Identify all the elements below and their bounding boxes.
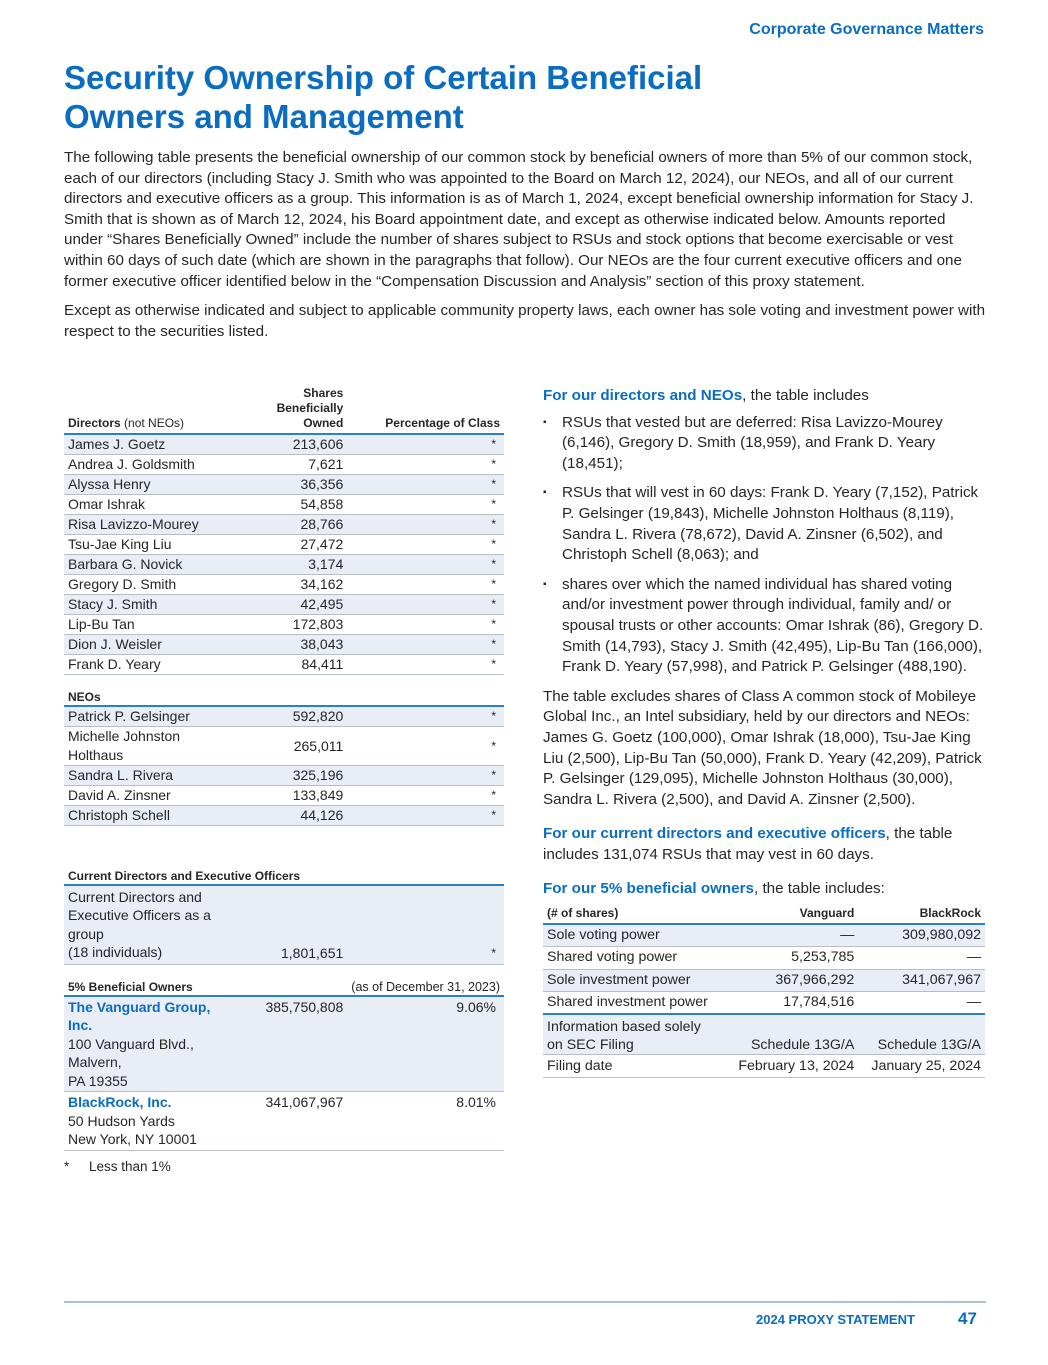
- footer-divider: [64, 1301, 986, 1303]
- table-row: [64, 996, 504, 1092]
- shares-owned: 84,411: [237, 655, 347, 675]
- row-label: Shared investment power: [543, 992, 725, 1015]
- shares-owned: 325,196: [237, 766, 347, 786]
- excludes-note: The table excludes shares of Class A common stock of Mobileye Global Inc., an Intel subsidiary, held by our directors and NEOs: James G. Goetz (100,000), Omar Ishrak (18,000), Tsu-Jae King Liu (2,500), Lip-Bu Tan (50,000), Frank D. Yeary (42,209), Patrick P. Gelsinger (129,095), Michelle Johnston Holthaus (30,000), Sandra L. Rivera (2,500), and David A. Zinsner (2,500).: [543, 687, 982, 808]
- table-row: [64, 655, 504, 675]
- percentage-of-class: *: [347, 475, 504, 495]
- percentage-header: Percentage of Class: [347, 386, 504, 434]
- footer-label: 2024 PROXY STATEMENT: [756, 1312, 915, 1327]
- bullet-item: ▪ RSUs that will vest in 60 days: Frank D. Yeary (7,152), Patrick P. Gelsinger (19,843), Michelle Johnston Holthaus (8,119), Sandra L. Rivera (78,672), David A. Zinsner (6,502), and Christoph Schell (8,063); and: [543, 483, 985, 565]
- blackrock-value: Schedule 13G/A: [858, 1014, 985, 1055]
- blackrock-value: —: [858, 947, 985, 970]
- person-name: Patrick P. Gelsinger: [64, 706, 237, 727]
- table-row: [543, 924, 985, 947]
- person-name: Alyssa Henry: [64, 475, 237, 495]
- five-pct-asof: (as of December 31, 2023): [347, 964, 504, 996]
- vanguard-value: 17,784,516: [725, 992, 858, 1015]
- owner-shares: 341,067,967: [237, 1092, 347, 1151]
- ownership-table-column: [64, 386, 504, 1174]
- shares-owned: 265,011: [237, 727, 347, 766]
- table-row: [64, 766, 504, 786]
- person-name: David A. Zinsner: [64, 786, 237, 806]
- intro-paragraph: The following table presents the beneficial ownership of our common stock by beneficial owners of more than 5% of our common stock, each of our directors (including Stacy J. Smith who was appointed to the Board on March 12, 2024), our NEOs, and all of our current directors and executive officers as a group. This information is as of March 1, 2024, except beneficial ownership information for Stacy J. Smith that is shown as of March 12, 2024, his Board appointment date, and except as otherwise indicated below. Amounts reported under “Shares Beneficially Owned” include the number of shares subject to RSUs and stock options that become exercisable or vest within 60 days of such date (which are shown in the paragraphs that follow). Our NEOs are the four current executive officers and one former executive officer identified below in the “Compensation Discussion and Analysis” section of this proxy statement.: [64, 149, 974, 290]
- footnote-text: Less than 1%: [89, 1158, 171, 1174]
- owner-address: 50 Hudson Yards: [68, 1112, 175, 1129]
- vanguard-value: February 13, 2024: [725, 1055, 858, 1078]
- percentage-of-class: *: [347, 786, 504, 806]
- lead-text: For our directors and NEOs: [543, 387, 743, 404]
- table-row: [64, 455, 504, 475]
- table-row: [64, 434, 504, 455]
- body-text: , the table includes:: [754, 880, 885, 898]
- person-name: Frank D. Yeary: [64, 655, 237, 675]
- five-pct-note: [543, 879, 985, 900]
- group-label: Executive Officers as a group: [68, 907, 211, 942]
- ownership-table: [64, 386, 504, 1151]
- percentage-of-class: *: [347, 495, 504, 515]
- shares-owned: 54,858: [237, 495, 347, 515]
- table-row: [64, 595, 504, 615]
- shares-owned: 592,820: [237, 706, 347, 727]
- table-row: [543, 992, 985, 1015]
- percentage-of-class: *: [347, 655, 504, 675]
- person-name: Omar Ishrak: [64, 495, 237, 515]
- group-pct: *: [347, 885, 504, 965]
- row-label: on SEC Filing: [547, 1037, 634, 1054]
- blackrock-value: 341,067,967: [858, 969, 985, 992]
- vanguard-header: Vanguard: [725, 906, 858, 924]
- percentage-of-class: *: [347, 727, 504, 766]
- shares-owned: 7,621: [237, 455, 347, 475]
- current-note: [543, 824, 985, 865]
- blackrock-value: January 25, 2024: [858, 1055, 985, 1078]
- owner-shares: 385,750,808: [237, 996, 347, 1092]
- blackrock-value: 309,980,092: [858, 924, 985, 947]
- percentage-of-class: *: [347, 635, 504, 655]
- section-tag: Corporate Governance Matters: [749, 21, 984, 38]
- shares-header: Shares Beneficially Owned: [237, 386, 347, 434]
- shares-owned: 42,495: [237, 595, 347, 615]
- table-row: [64, 495, 504, 515]
- person-name: Tsu-Jae King Liu: [64, 535, 237, 555]
- row-label: Sole voting power: [543, 924, 725, 947]
- table-row: [64, 727, 504, 766]
- person-name: Lip-Bu Tan: [64, 615, 237, 635]
- table-row: [64, 535, 504, 555]
- table-row: [64, 635, 504, 655]
- table-row: [543, 947, 985, 970]
- person-name: Christoph Schell: [64, 806, 237, 826]
- person-name: Michelle Johnston Holthaus: [64, 727, 237, 766]
- percentage-of-class: *: [347, 766, 504, 786]
- owner-pct: 8.01%: [347, 1092, 504, 1151]
- percentage-of-class: *: [347, 455, 504, 475]
- shares-owned: 27,472: [237, 535, 347, 555]
- owner-name: BlackRock, Inc.: [68, 1094, 172, 1110]
- table-row: [64, 786, 504, 806]
- table-row: [543, 969, 985, 992]
- notes-column: [543, 386, 985, 1078]
- blackrock-value: —: [858, 992, 985, 1015]
- percentage-of-class: *: [347, 595, 504, 615]
- person-name: Gregory D. Smith: [64, 575, 237, 595]
- owner-name: The Vanguard Group, Inc.: [68, 998, 211, 1033]
- owner-pct: 9.06%: [347, 996, 504, 1092]
- table-row: [64, 806, 504, 826]
- percentage-of-class: *: [347, 575, 504, 595]
- shares-owned: 172,803: [237, 615, 347, 635]
- table-row: [64, 615, 504, 635]
- table-row: [64, 706, 504, 727]
- lead-text: For our 5% beneficial owners: [543, 880, 754, 898]
- table-row: [64, 575, 504, 595]
- table-row: [64, 885, 504, 965]
- footnote-mark: *: [64, 1158, 70, 1174]
- shares-owned: 36,356: [237, 475, 347, 495]
- percentage-of-class: *: [347, 615, 504, 635]
- lead-text: For our current directors and executive officers: [543, 825, 886, 843]
- group-label: (18 individuals): [68, 944, 163, 960]
- row-label: Shared voting power: [543, 947, 725, 970]
- footnote: [64, 1159, 504, 1174]
- person-name: Sandra L. Rivera: [64, 766, 237, 786]
- percentage-of-class: *: [347, 806, 504, 826]
- bullet-item: ▪ RSUs that vested but are deferred: Risa Lavizzo-Mourey (6,146), Gregory D. Smith (18,959), and Frank D. Yeary (18,451);: [543, 413, 985, 475]
- shares-owned: 28,766: [237, 515, 347, 535]
- person-name: Barbara G. Novick: [64, 555, 237, 575]
- body-text: , the table includes 131,074 RSUs that may vest in 60 days.: [543, 825, 953, 863]
- shares-owned: 34,162: [237, 575, 347, 595]
- table-row: [543, 1055, 985, 1078]
- person-name: Dion J. Weisler: [64, 635, 237, 655]
- row-label: Information based solely: [547, 1019, 701, 1036]
- table-row: [64, 555, 504, 575]
- row-label: Filing date: [543, 1055, 725, 1078]
- shares-owned: 3,174: [237, 555, 347, 575]
- shares-owned: 38,043: [237, 635, 347, 655]
- vanguard-value: 5,253,785: [725, 947, 858, 970]
- table-row: [64, 475, 504, 495]
- directors-header: Directors (not NEOs): [64, 386, 237, 434]
- page-title: Security Ownership of Certain Beneficial Owners and Management: [64, 59, 703, 135]
- neos-heading: NEOs: [64, 675, 504, 707]
- five-pct-table: [543, 906, 985, 1078]
- shares-owned: 44,126: [237, 806, 347, 826]
- table-row: [64, 515, 504, 535]
- table-row: [543, 1014, 985, 1055]
- table-row: [64, 1092, 504, 1151]
- blackrock-header: BlackRock: [858, 906, 985, 924]
- percentage-of-class: *: [347, 535, 504, 555]
- intro-paragraph: Except as otherwise indicated and subject to applicable community property laws, each owner has sole voting and investment power with respect to the securities listed.: [64, 302, 986, 340]
- percentage-of-class: *: [347, 555, 504, 575]
- percentage-of-class: *: [347, 515, 504, 535]
- person-name: Andrea J. Goldsmith: [64, 455, 237, 475]
- vanguard-value: Schedule 13G/A: [725, 1014, 858, 1055]
- owner-address: PA 19355: [68, 1072, 128, 1089]
- label-header: (# of shares): [543, 906, 725, 924]
- five-pct-heading: 5% Beneficial Owners: [64, 964, 347, 996]
- owner-address: 100 Vanguard Blvd., Malvern,: [68, 1035, 194, 1070]
- vanguard-value: 367,966,292: [725, 969, 858, 992]
- group-heading: Current Directors and Executive Officers: [64, 854, 504, 885]
- person-name: Risa Lavizzo-Mourey: [64, 515, 237, 535]
- owner-address: New York, NY 10001: [68, 1131, 197, 1147]
- bullet-list: [543, 413, 985, 678]
- person-name: James J. Goetz: [64, 434, 237, 455]
- bullet-item: ▪ shares over which the named individual has shared voting and/or investment power through individual, family and/ or spousal trusts or other accounts: Omar Ishrak (86), Gregory D. Smith (14,793), Stacy J. Smith (42,495), Lip-Bu Tan (166,000), Frank D. Yeary (57,998), and Patrick P. Gelsinger (488,190).: [543, 575, 985, 678]
- vanguard-value: —: [725, 924, 858, 947]
- shares-owned: 133,849: [237, 786, 347, 806]
- percentage-of-class: *: [347, 706, 504, 727]
- percentage-of-class: *: [347, 434, 504, 455]
- directors-note: [543, 386, 985, 407]
- page-number: 47: [958, 1309, 977, 1328]
- group-shares: 1,801,651: [237, 885, 347, 965]
- shares-owned: 213,606: [237, 434, 347, 455]
- group-label: Current Directors and: [68, 888, 202, 905]
- person-name: Stacy J. Smith: [64, 595, 237, 615]
- body-text: , the table includes: [742, 387, 869, 404]
- row-label: Sole investment power: [543, 969, 725, 992]
- intro: [64, 148, 988, 351]
